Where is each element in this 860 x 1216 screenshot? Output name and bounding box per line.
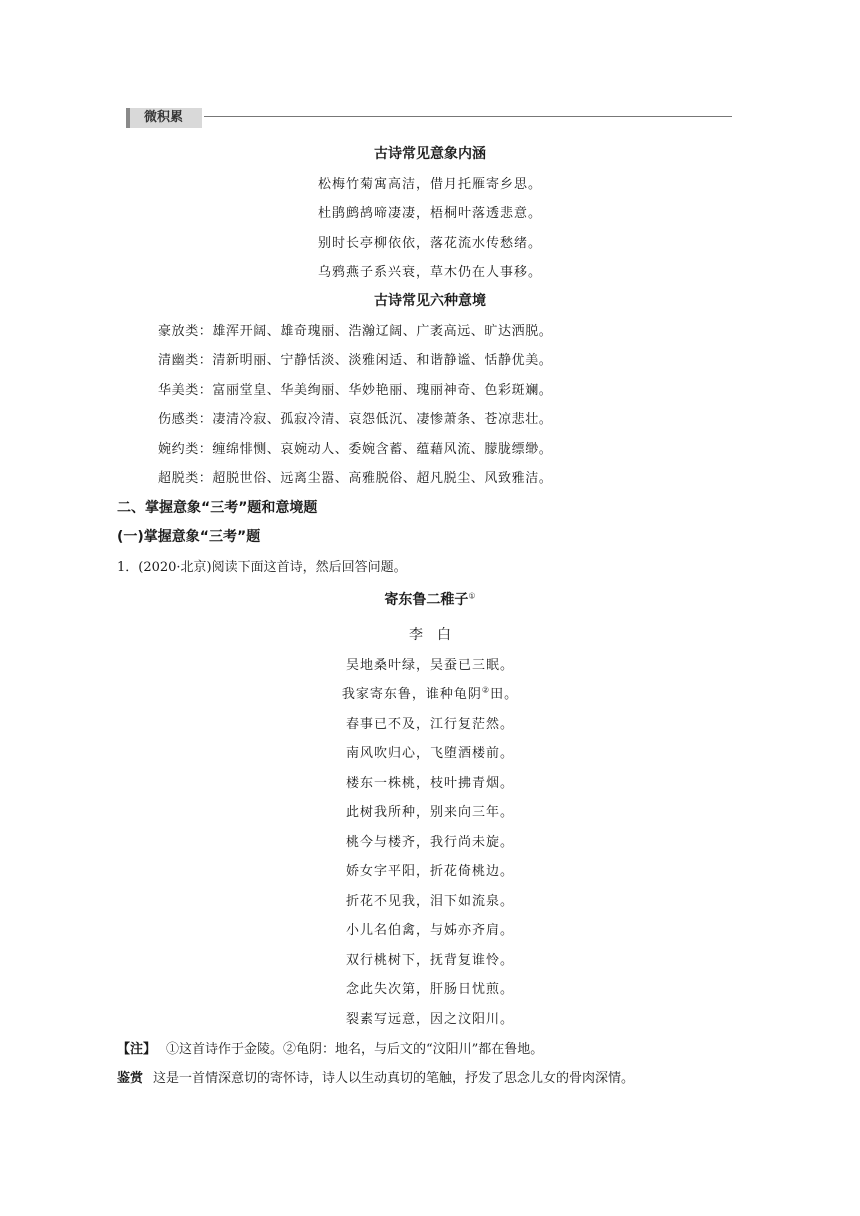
- appreciation: [117, 1067, 634, 1086]
- mood-text: 清新明丽、宁静恬淡、淡雅闲适、和谐静谧、恬静优美。: [212, 353, 553, 368]
- poem-line: 南风吹归心，飞堕酒楼前。: [345, 746, 514, 761]
- poem-line: 吴地桑叶绿，吴蚕已三眠。: [345, 658, 514, 673]
- imagery-line: 杜鹃鹧鸪啼凄凄，梧桐叶落透悲意。: [317, 206, 542, 221]
- poem-title-text: 寄东鲁二稚子: [384, 592, 469, 608]
- imagery-line: 别时长亭柳依依，落花流水传愁绪。: [317, 236, 542, 251]
- poem-author: 李 白: [409, 627, 451, 643]
- mood-row: [158, 438, 552, 457]
- part-heading: 二、掌握意象“三考”题和意境题: [117, 500, 318, 516]
- mood-category: 华美类：: [158, 383, 213, 398]
- question-prompt: 1．(2020·北京)阅读下面这首诗，然后回答问题。: [117, 560, 407, 575]
- section-tab-label: 微积累: [126, 108, 202, 128]
- mood-row: [158, 320, 552, 339]
- poem-line: 春事已不及，江行复茫然。: [345, 717, 514, 732]
- mood-text: 富丽堂皇、华美绚丽、华妙艳丽、瑰丽神奇、色彩斑斓。: [212, 383, 553, 398]
- poem-line: 小儿名伯禽，与姊亦齐肩。: [345, 923, 514, 938]
- moods-title: 古诗常见六种意境: [374, 293, 486, 309]
- poem-title: [0, 589, 860, 609]
- poem-line-part: 田。: [490, 687, 519, 702]
- appreciation-text: 这是一首情深意切的寄怀诗，诗人以生动真切的笔触，抒发了思念儿女的骨肉深情。: [153, 1071, 635, 1086]
- poem-line: [0, 683, 860, 702]
- poem-line-part: 我家寄东鲁，谁种龟阴: [341, 687, 482, 702]
- poem-line: 折花不见我，泪下如流泉。: [345, 894, 514, 909]
- mood-text: 缠绵悱恻、哀婉动人、委婉含蓄、蕴藉风流、朦胧缥缈。: [212, 442, 553, 457]
- sub-heading: (一)掌握意象“三考”题: [117, 529, 261, 545]
- mood-category: 婉约类：: [158, 442, 213, 457]
- poem-title-footnote: ①: [468, 591, 476, 601]
- mood-category: 清幽类：: [158, 353, 213, 368]
- mood-row: [158, 467, 552, 486]
- poem-line: 此树我所种，别来向三年。: [345, 805, 514, 820]
- mood-text: 雄浑开阔、雄奇瑰丽、浩瀚辽阔、广袤高远、旷达洒脱。: [212, 324, 553, 339]
- imagery-line: 松梅竹菊寓高洁，借月托雁寄乡思。: [317, 177, 542, 192]
- imagery-line: 乌鸦燕子系兴衰，草木仍在人事移。: [317, 265, 542, 280]
- poem-line: 娇女字平阳，折花倚桃边。: [345, 864, 514, 879]
- poem-line: 楼东一株桃，枝叶拂青烟。: [345, 776, 514, 791]
- mood-row: [158, 349, 552, 368]
- mood-text: 超脱世俗、远离尘嚣、高雅脱俗、超凡脱尘、风致雅洁。: [212, 471, 553, 486]
- appreciation-tag: 鉴赏: [117, 1071, 144, 1086]
- section-header: [126, 108, 732, 130]
- section-divider: [204, 116, 732, 117]
- note-tag: 【注】: [117, 1042, 157, 1057]
- poem-line-footnote: ②: [481, 685, 491, 695]
- note: [117, 1038, 543, 1057]
- poem-line: 裂素写远意，因之汶阳川。: [345, 1012, 514, 1027]
- poem-line: 双行桃树下，抚背复谁怜。: [345, 953, 514, 968]
- mood-text: 凄清冷寂、孤寂冷清、哀怨低沉、凄惨萧条、苍凉悲壮。: [212, 412, 553, 427]
- mood-category: 超脱类：: [158, 471, 213, 486]
- mood-row: [158, 379, 552, 398]
- note-text: ①这首诗作于金陵。②龟阴：地名，与后文的“汶阳川”都在鲁地。: [166, 1042, 544, 1057]
- poem-line: 桃今与楼齐，我行尚未旋。: [345, 835, 514, 850]
- mood-category: 伤感类：: [158, 412, 213, 427]
- poem-line: 念此失次第，肝肠日忧煎。: [345, 982, 514, 997]
- mood-category: 豪放类：: [158, 324, 213, 339]
- imagery-title: 古诗常见意象内涵: [374, 146, 486, 162]
- mood-row: [158, 408, 552, 427]
